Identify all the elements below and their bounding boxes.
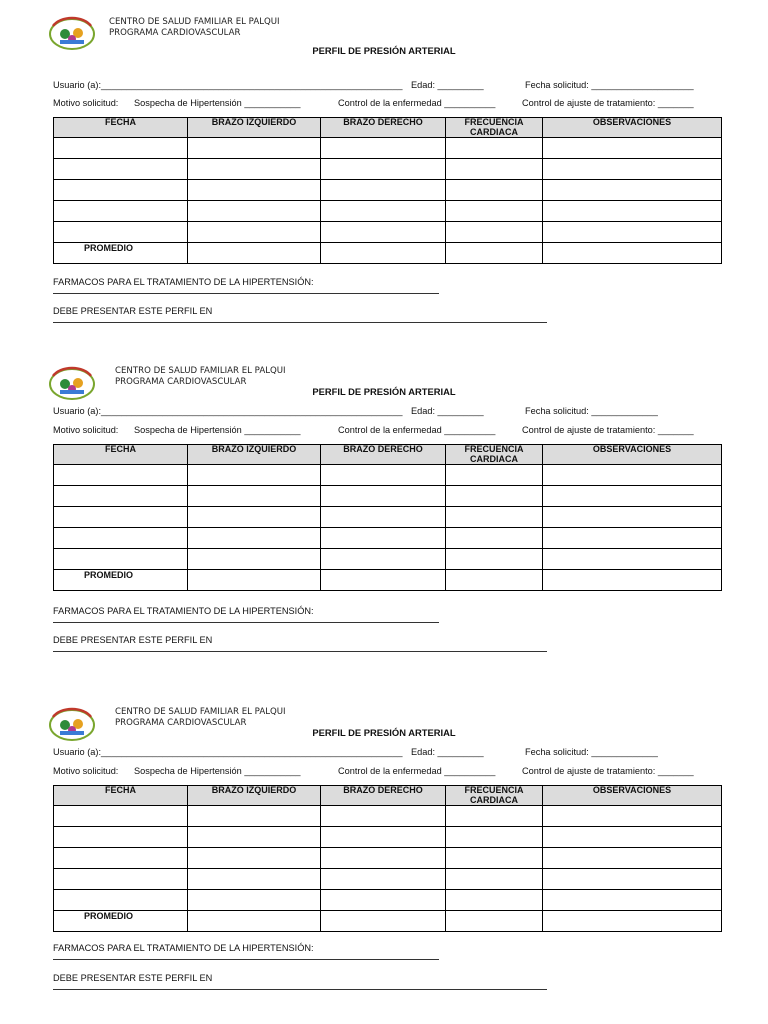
promedio-row[interactable] (54, 911, 722, 932)
header-observaciones: OBSERVACIONES (543, 786, 722, 806)
table-cell[interactable] (188, 806, 321, 827)
table-cell[interactable] (321, 507, 446, 528)
table-cell[interactable] (321, 465, 446, 486)
program-name: PROGRAMA CARDIOVASCULAR (115, 377, 247, 387)
edad-field[interactable]: Edad: _________ (411, 747, 484, 757)
table-cell[interactable] (446, 465, 543, 486)
org-name: CENTRO DE SALUD FAMILIAR EL PALQUI (109, 17, 280, 27)
debe-presentar-label: DEBE PRESENTAR ESTE PERFIL EN (53, 306, 213, 316)
table-cell[interactable] (446, 549, 543, 570)
table-cell[interactable] (446, 222, 543, 243)
farmacos-label: FARMACOS PARA EL TRATAMIENTO DE LA HIPERTENSIÓN: (53, 606, 314, 616)
edad-field[interactable]: Edad: _________ (411, 406, 484, 416)
table-cell[interactable] (188, 138, 321, 159)
promedio-label: PROMEDIO (54, 570, 188, 591)
table-cell[interactable] (188, 201, 321, 222)
promedio-label: PROMEDIO (54, 243, 188, 264)
farmacos-label: FARMACOS PARA EL TRATAMIENTO DE LA HIPERTENSIÓN: (53, 277, 314, 287)
table-cell[interactable] (446, 180, 543, 201)
sospecha-field[interactable]: Sospecha de Hipertensión ___________ (134, 766, 301, 776)
table-cell[interactable] (446, 159, 543, 180)
measurements-table (53, 117, 722, 264)
table-cell[interactable] (54, 848, 188, 869)
table-cell[interactable] (321, 180, 446, 201)
table-cell[interactable] (188, 243, 321, 264)
header-observaciones: OBSERVACIONES (543, 118, 722, 138)
table-cell[interactable] (321, 201, 446, 222)
promedio-label: PROMEDIO (54, 911, 188, 932)
table-cell[interactable] (54, 549, 188, 570)
table-cell[interactable] (321, 549, 446, 570)
table-row[interactable] (54, 869, 722, 890)
table-cell[interactable] (446, 570, 543, 591)
header-brazo-derecho: BRAZO DERECHO (321, 786, 446, 806)
table-cell[interactable] (54, 507, 188, 528)
debe-presentar-label: DEBE PRESENTAR ESTE PERFIL EN (53, 973, 213, 983)
header-observaciones: OBSERVACIONES (543, 445, 722, 465)
table-cell[interactable] (543, 806, 722, 827)
table-cell[interactable] (446, 243, 543, 264)
table-cell[interactable] (543, 570, 722, 591)
table-cell[interactable] (188, 465, 321, 486)
table-cell[interactable] (543, 465, 722, 486)
table-cell[interactable] (188, 570, 321, 591)
table-row[interactable] (54, 827, 722, 848)
table-cell[interactable] (188, 911, 321, 932)
table-cell[interactable] (543, 869, 722, 890)
table-cell[interactable] (543, 911, 722, 932)
table-cell[interactable] (188, 486, 321, 507)
table-row[interactable] (54, 201, 722, 222)
program-name: PROGRAMA CARDIOVASCULAR (109, 28, 241, 38)
fecha-solicitud-field[interactable]: Fecha solicitud: ____________________ (525, 80, 694, 90)
table-cell[interactable] (543, 848, 722, 869)
table-cell[interactable] (188, 180, 321, 201)
farmacos-label: FARMACOS PARA EL TRATAMIENTO DE LA HIPERTENSIÓN: (53, 943, 314, 953)
table-cell[interactable] (321, 806, 446, 827)
table-cell[interactable] (54, 159, 188, 180)
control-ajuste-field[interactable]: Control de ajuste de tratamiento: _______ (522, 425, 694, 435)
table-row[interactable] (54, 159, 722, 180)
table-cell[interactable] (446, 138, 543, 159)
table-cell[interactable] (543, 890, 722, 911)
table-cell[interactable] (321, 911, 446, 932)
form-title: PERFIL DE PRESIÓN ARTERIAL (312, 45, 456, 56)
table-cell[interactable] (321, 528, 446, 549)
table-cell[interactable] (54, 222, 188, 243)
table-cell[interactable] (543, 486, 722, 507)
control-enfermedad-field[interactable]: Control de la enfermedad __________ (338, 766, 496, 776)
table-cell[interactable] (543, 827, 722, 848)
table-cell[interactable] (321, 570, 446, 591)
table-cell[interactable] (188, 848, 321, 869)
table-cell[interactable] (188, 890, 321, 911)
table-cell[interactable] (446, 869, 543, 890)
table-row[interactable] (54, 528, 722, 549)
measurements-table (53, 785, 722, 932)
table-header-row (54, 445, 722, 465)
table-cell[interactable] (543, 507, 722, 528)
table-cell[interactable] (321, 243, 446, 264)
table-cell[interactable] (188, 507, 321, 528)
control-enfermedad-field[interactable]: Control de la enfermedad __________ (338, 98, 496, 108)
usuario-field[interactable]: Usuario (a):___________________________________________________________ (53, 747, 403, 757)
promedio-row[interactable] (54, 570, 722, 591)
table-cell[interactable] (446, 848, 543, 869)
table-cell[interactable] (446, 827, 543, 848)
control-enfermedad-field[interactable]: Control de la enfermedad __________ (338, 425, 496, 435)
table-cell[interactable] (543, 159, 722, 180)
header-brazo-izquierdo: BRAZO IZQUIERDO (188, 118, 321, 138)
table-cell[interactable] (321, 159, 446, 180)
table-cell[interactable] (54, 806, 188, 827)
table-header-row (54, 786, 722, 806)
table-cell[interactable] (54, 180, 188, 201)
table-cell[interactable] (321, 890, 446, 911)
debe-presentar-label: DEBE PRESENTAR ESTE PERFIL EN (53, 635, 213, 645)
table-cell[interactable] (446, 528, 543, 549)
sospecha-field[interactable]: Sospecha de Hipertensión ___________ (134, 98, 301, 108)
table-row[interactable] (54, 180, 722, 201)
table-row[interactable] (54, 549, 722, 570)
table-cell[interactable] (446, 890, 543, 911)
table-row[interactable] (54, 486, 722, 507)
table-cell[interactable] (543, 222, 722, 243)
usuario-field[interactable]: Usuario (a):___________________________________________________________ (53, 80, 403, 90)
program-name: PROGRAMA CARDIOVASCULAR (115, 718, 247, 728)
table-row[interactable] (54, 138, 722, 159)
table-cell[interactable] (446, 806, 543, 827)
table-cell[interactable] (188, 159, 321, 180)
table-cell[interactable] (54, 827, 188, 848)
table-cell[interactable] (543, 549, 722, 570)
table-cell[interactable] (543, 180, 722, 201)
table-row[interactable] (54, 890, 722, 911)
sospecha-field[interactable]: Sospecha de Hipertensión ___________ (134, 425, 301, 435)
header-fecha: FECHA (54, 786, 188, 806)
header-frecuencia-cardiaca: FRECUENCIA CARDIACA (446, 445, 543, 465)
measurements-table (53, 444, 722, 591)
table-cell[interactable] (54, 890, 188, 911)
header-frecuencia-cardiaca: FRECUENCIA CARDIACA (446, 118, 543, 138)
header-brazo-izquierdo: BRAZO IZQUIERDO (188, 786, 321, 806)
farmacos-line[interactable] (53, 622, 439, 623)
table-cell[interactable] (54, 528, 188, 549)
table-cell[interactable] (446, 201, 543, 222)
table-cell[interactable] (54, 486, 188, 507)
header-fecha: FECHA (54, 118, 188, 138)
table-cell[interactable] (543, 201, 722, 222)
edad-field[interactable]: Edad: _________ (411, 80, 484, 90)
table-row[interactable] (54, 848, 722, 869)
table-cell[interactable] (321, 848, 446, 869)
table-cell[interactable] (321, 827, 446, 848)
table-row[interactable] (54, 222, 722, 243)
table-cell[interactable] (54, 465, 188, 486)
table-cell[interactable] (321, 486, 446, 507)
debe-presentar-line[interactable] (53, 651, 547, 652)
header-brazo-izquierdo: BRAZO IZQUIERDO (188, 445, 321, 465)
table-cell[interactable] (446, 507, 543, 528)
table-header-row (54, 118, 722, 138)
table-cell[interactable] (321, 222, 446, 243)
control-ajuste-field[interactable]: Control de ajuste de tratamiento: _______ (522, 766, 694, 776)
table-cell[interactable] (321, 138, 446, 159)
table-cell[interactable] (188, 528, 321, 549)
fecha-solicitud-field[interactable]: Fecha solicitud: _____________ (525, 747, 658, 757)
table-row[interactable] (54, 465, 722, 486)
table-cell[interactable] (446, 911, 543, 932)
motivo-label: Motivo solicitud: (53, 766, 119, 776)
table-cell[interactable] (54, 138, 188, 159)
table-cell[interactable] (188, 222, 321, 243)
header-fecha: FECHA (54, 445, 188, 465)
debe-presentar-line[interactable] (53, 989, 547, 990)
debe-presentar-line[interactable] (53, 322, 547, 323)
table-cell[interactable] (54, 201, 188, 222)
motivo-label: Motivo solicitud: (53, 425, 119, 435)
motivo-label: Motivo solicitud: (53, 98, 119, 108)
table-cell[interactable] (188, 827, 321, 848)
table-cell[interactable] (543, 528, 722, 549)
fecha-solicitud-field[interactable]: Fecha solicitud: _____________ (525, 406, 658, 416)
form-title: PERFIL DE PRESIÓN ARTERIAL (312, 727, 456, 738)
header-brazo-derecho: BRAZO DERECHO (321, 445, 446, 465)
table-row[interactable] (54, 806, 722, 827)
form-title: PERFIL DE PRESIÓN ARTERIAL (312, 386, 456, 397)
farmacos-line[interactable] (53, 959, 439, 960)
org-name: CENTRO DE SALUD FAMILIAR EL PALQUI (115, 707, 286, 717)
table-cell[interactable] (54, 869, 188, 890)
promedio-row[interactable] (54, 243, 722, 264)
table-cell[interactable] (188, 549, 321, 570)
farmacos-line[interactable] (53, 293, 439, 294)
header-brazo-derecho: BRAZO DERECHO (321, 118, 446, 138)
control-ajuste-field[interactable]: Control de ajuste de tratamiento: _______ (522, 98, 694, 108)
header-frecuencia-cardiaca: FRECUENCIA CARDIACA (446, 786, 543, 806)
org-name: CENTRO DE SALUD FAMILIAR EL PALQUI (115, 366, 286, 376)
table-cell[interactable] (543, 138, 722, 159)
table-cell[interactable] (543, 243, 722, 264)
table-cell[interactable] (321, 869, 446, 890)
table-cell[interactable] (446, 486, 543, 507)
table-row[interactable] (54, 507, 722, 528)
table-cell[interactable] (188, 869, 321, 890)
usuario-field[interactable]: Usuario (a):___________________________________________________________ (53, 406, 403, 416)
